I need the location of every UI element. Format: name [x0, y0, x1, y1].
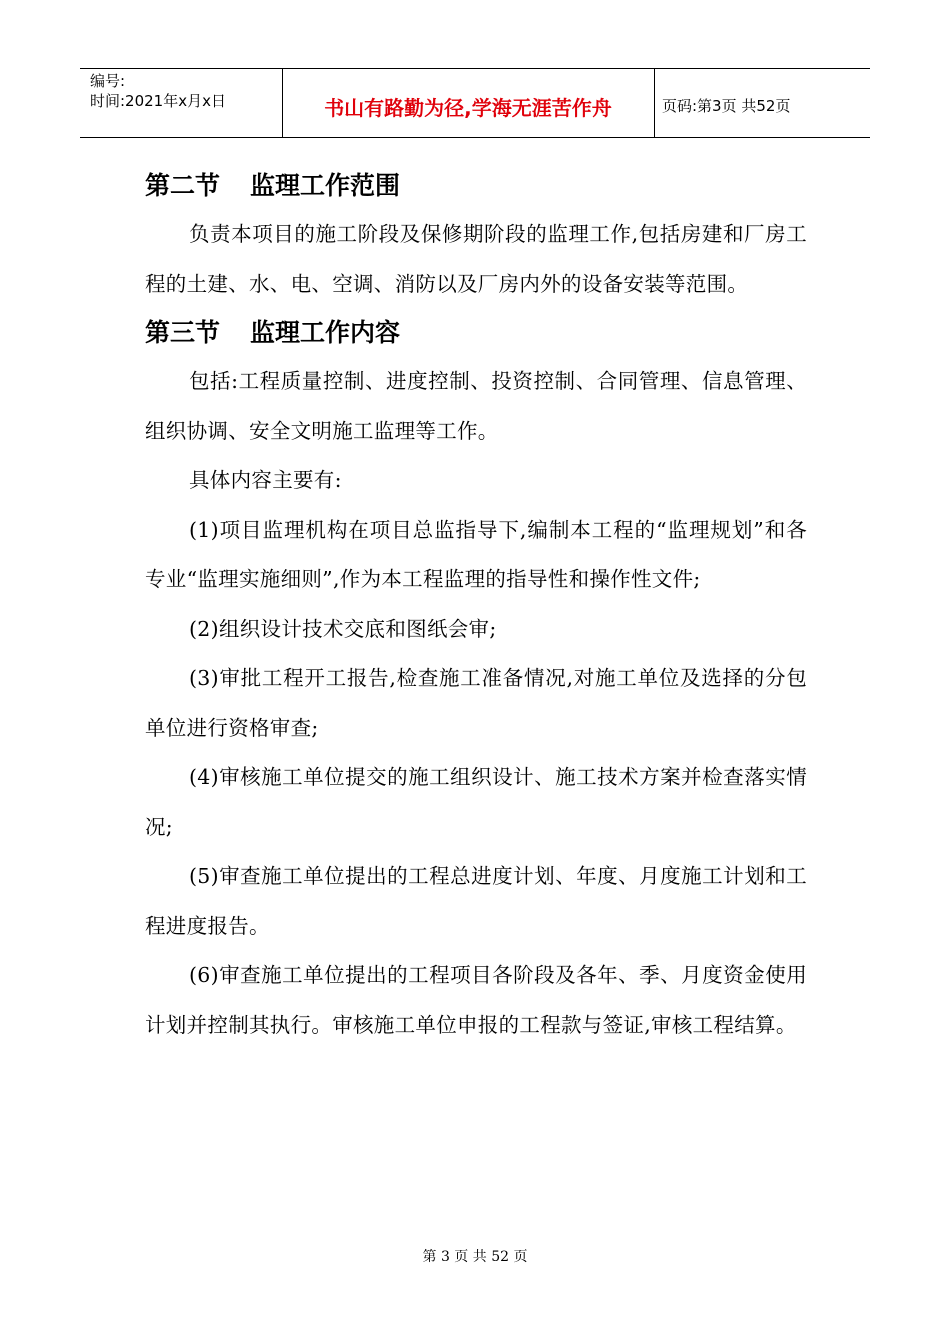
header-page-info: 页码:第3页 共52页: [662, 96, 791, 115]
page-footer: 第 3 页 共 52 页: [422, 1249, 528, 1265]
header-divider: [654, 69, 655, 137]
list-item: (2)组织设计技术交底和图纸会审;: [189, 616, 497, 641]
section-title: 监理工作范围: [250, 171, 401, 200]
list-item: (3)审批工程开工报告,检查施工准备情况,对施工单位及选择的分包单位进行资格审查;: [145, 666, 807, 740]
paragraph: 具体内容主要有:: [189, 468, 342, 492]
section-title: 监理工作内容: [250, 318, 401, 347]
list-item: (5)审查施工单位提出的工程总进度计划、年度、月度施工计划和工程进度报告。: [145, 864, 807, 938]
document-number-label: 编号:: [90, 72, 126, 90]
section-heading: [145, 162, 807, 210]
document-body: [145, 162, 807, 1050]
paragraph: 负责本项目的施工阶段及保修期阶段的监理工作,包括房建和厂房工程的土建、水、电、空调、消防以及厂房内外的设备安装等范围。: [145, 222, 807, 296]
list-item: (1)项目监理机构在项目总监指导下,编制本工程的“监理规划”和各专业“监理实施细则”,作为本工程监理的指导性和操作性文件;: [145, 517, 807, 591]
section-number: 第二节: [145, 171, 221, 200]
page-header: [80, 68, 870, 138]
section-number: 第三节: [145, 318, 221, 347]
header-motto: 书山有路勤为径,学海无涯苦作舟: [324, 95, 612, 120]
document-time-label: 时间:2021年x月x日: [90, 92, 226, 110]
section-heading: [145, 309, 807, 357]
list-item: (4)审核施工单位提交的施工组织设计、施工技术方案并检查落实情况;: [145, 765, 807, 839]
header-meta: [90, 71, 280, 111]
list-item: (6)审查施工单位提出的工程项目各阶段及各年、季、月度资金使用计划并控制其执行。审核施工单位申报的工程款与签证,审核工程结算。: [145, 963, 807, 1037]
paragraph: 包括:工程质量控制、进度控制、投资控制、合同管理、信息管理、组织协调、安全文明施工监理等工作。: [145, 369, 807, 443]
